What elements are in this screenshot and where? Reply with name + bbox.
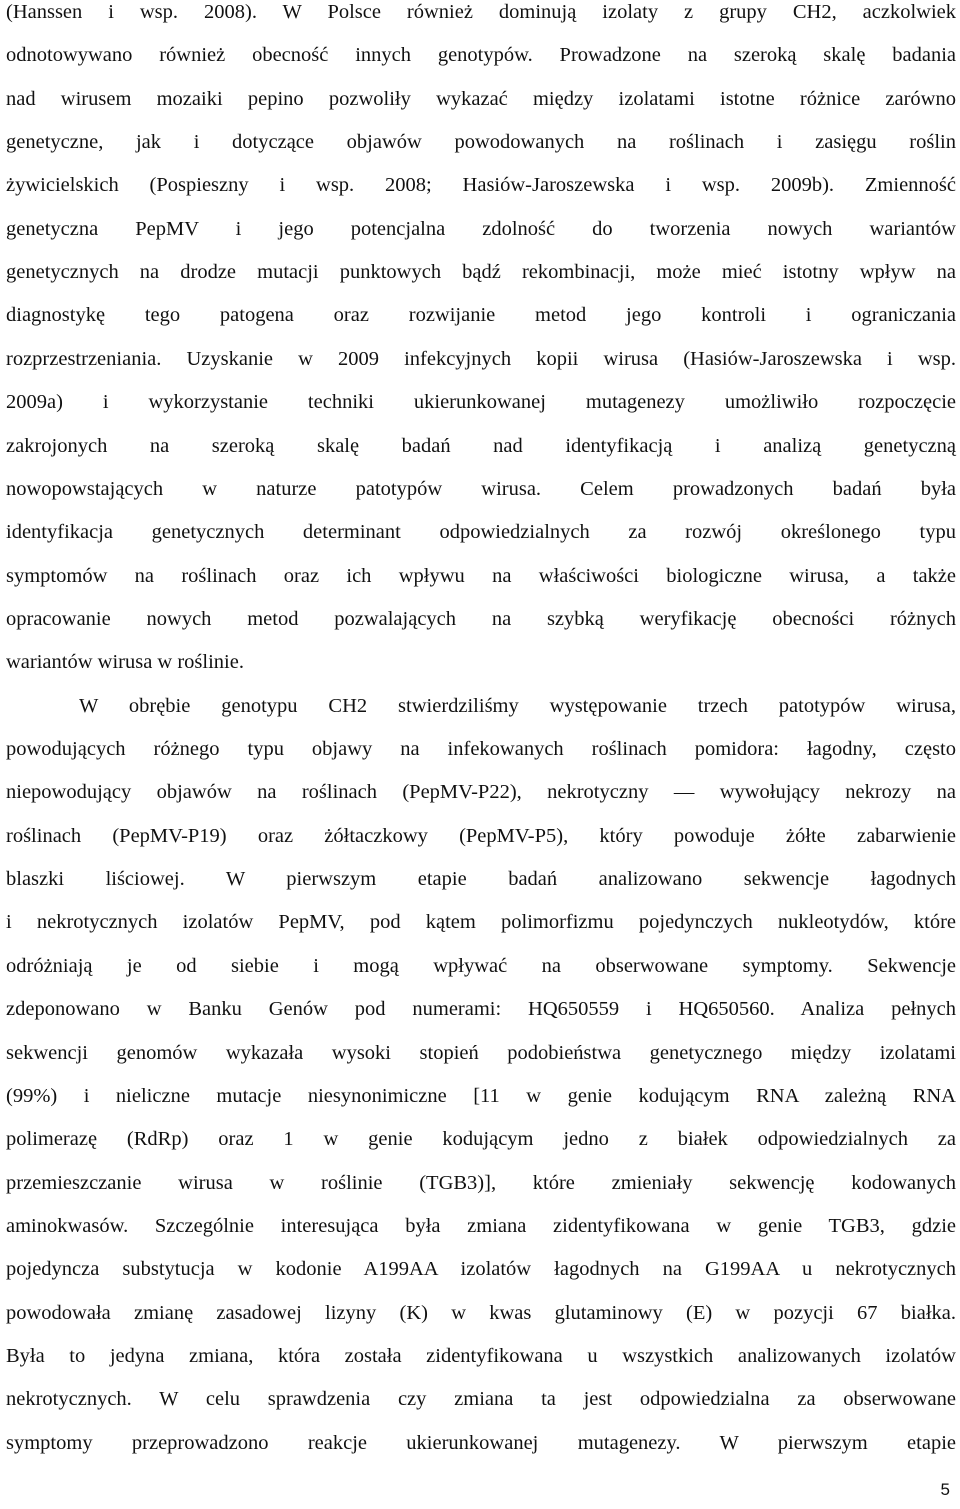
text-line: genetycznych na drodze mutacji punktowych bądź rekombinacji, może mieć istotny wpływ na — [6, 261, 956, 283]
text-line: przemieszczanie wirusa w roślinie (TGB3)], które zmieniały sekwencję kodowanych — [6, 1172, 956, 1194]
text-line: 2009a) i wykorzystanie techniki ukierunkowanej mutagenezy umożliwiło rozpoczęcie — [6, 391, 956, 413]
text-line: W obrębie genotypu CH2 stwierdziliśmy występowanie trzech patotypów wirusa, — [79, 695, 956, 717]
text-line: opracowanie nowych metod pozwalających na szybką weryfikację obecności różnych — [6, 608, 956, 630]
text-line: wariantów wirusa w roślinie. — [6, 651, 244, 673]
text-line: niepowodujący objawów na roślinach (PepMV-P22), nekrotyczny — wywołujący nekrozy na — [6, 781, 956, 803]
text-line: blaszki liściowej. W pierwszym etapie badań analizowano sekwencje łagodnych — [6, 868, 956, 890]
text-line: genetyczne, jak i dotyczące objawów powodowanych na roślinach i zasięgu roślin — [6, 131, 956, 153]
text-line: żywicielskich (Pospieszny i wsp. 2008; Hasiów-Jaroszewska i wsp. 2009b). Zmienność — [6, 174, 956, 196]
text-line: nad wirusem mozaiki pepino pozwoliły wykazać między izolatami istotne różnice zarówno — [6, 88, 956, 110]
text-line: odnotowywano również obecność innych genotypów. Prowadzone na szeroką skalę badania — [6, 44, 956, 66]
text-line: nekrotycznych. W celu sprawdzenia czy zmiana ta jest odpowiedzialna za obserwowane — [6, 1388, 956, 1410]
text-line: powodowała zmianę zasadowej lizyny (K) w kwas glutaminowy (E) w pozycji 67 białka. — [6, 1302, 956, 1324]
text-line: aminokwasów. Szczególnie interesująca była zmiana zidentyfikowana w genie TGB3, gdzie — [6, 1215, 956, 1237]
text-line: odróżniają je od siebie i mogą wpływać na obserwowane symptomy. Sekwencje — [6, 955, 956, 977]
text-line: nowopowstających w naturze patotypów wirusa. Celem prowadzonych badań była — [6, 478, 956, 500]
text-line: powodujących różnego typu objawy na infekowanych roślinach pomidora: łagodny, często — [6, 738, 956, 760]
text-line: diagnostykę tego patogena oraz rozwijanie metod jego kontroli i ograniczania — [6, 304, 956, 326]
text-line: (Hanssen i wsp. 2008). W Polsce również dominują izolaty z grupy CH2, aczkolwiek — [6, 1, 956, 23]
text-line: polimerazę (RdRp) oraz 1 w genie kodującym jedno z białek odpowiedzialnych za — [6, 1128, 956, 1150]
text-line: (99%) i nieliczne mutacje niesynonimiczne [11 w genie kodującym RNA zależną RNA — [6, 1085, 956, 1107]
text-line: pojedyncza substytucja w kodonie A199AA izolatów łagodnych na G199AA u nekrotycznych — [6, 1258, 956, 1280]
text-line: roślinach (PepMV-P19) oraz żółtaczkowy (PepMV-P5), który powoduje żółte zabarwienie — [6, 825, 956, 847]
text-line: identyfikacja genetycznych determinant odpowiedzialnych za rozwój określonego typu — [6, 521, 956, 543]
text-line: zakrojonych na szeroką skalę badań nad identyfikacją i analizą genetyczną — [6, 435, 956, 457]
text-line: genetyczna PepMV i jego potencjalna zdolność do tworzenia nowych wariantów — [6, 218, 956, 240]
page-number: 5 — [940, 1480, 950, 1499]
text-line: symptomów na roślinach oraz ich wpływu na właściwości biologiczne wirusa, a także — [6, 565, 956, 587]
text-line: zdeponowano w Banku Genów pod numerami: HQ650559 i HQ650560. Analiza pełnych — [6, 998, 956, 1020]
text-line: rozprzestrzeniania. Uzyskanie w 2009 infekcyjnych kopii wirusa (Hasiów-Jaroszewska i wsp. — [6, 348, 956, 370]
text-line: Była to jedyna zmiana, która została zidentyfikowana u wszystkich analizowanych izolatów — [6, 1345, 956, 1367]
text-line: sekwencji genomów wykazała wysoki stopień podobieństwa genetycznego między izolatami — [6, 1042, 956, 1064]
text-line: i nekrotycznych izolatów PepMV, pod kątem polimorfizmu pojedynczych nukleotydów, które — [6, 911, 956, 933]
text-line: symptomy przeprowadzono reakcje ukierunkowanej mutagenezy. W pierwszym etapie — [6, 1432, 956, 1454]
